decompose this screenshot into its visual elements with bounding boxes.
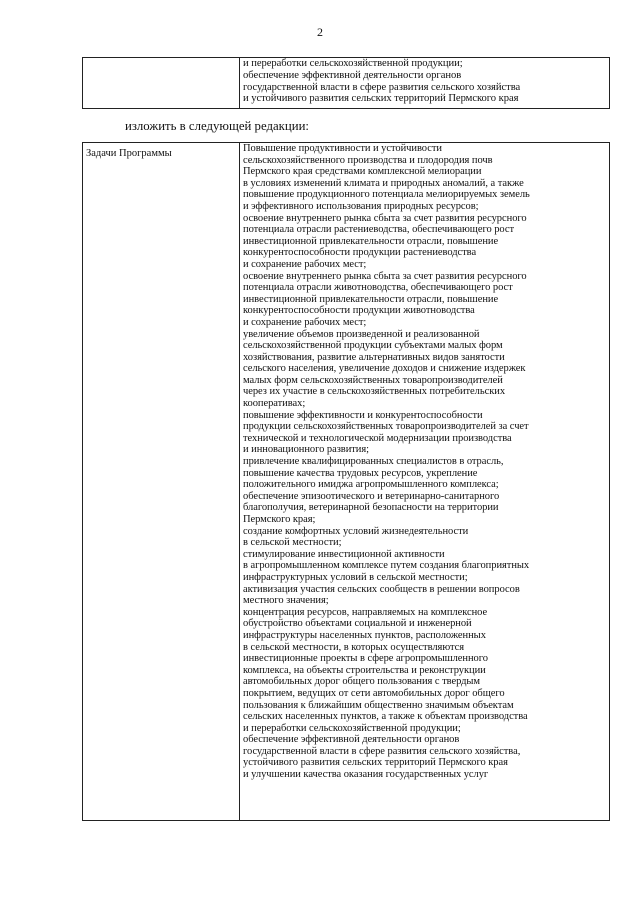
text-line: устойчивого развития сельских территорий Пермского края xyxy=(243,757,508,769)
text-line: потенциала отрасли растениеводства, обеспечивающего рост xyxy=(243,224,515,236)
text-line: обустройство объектами социальной и инженерной xyxy=(243,618,472,630)
text-line: Повышение продуктивности и устойчивости xyxy=(243,143,442,154)
text-line: обеспечение эпизоотического и ветеринарно-санитарного xyxy=(243,490,500,502)
text-line: инфраструктурных условий в сельской местности; xyxy=(243,571,468,583)
text-line: и улучшении качества оказания государственных услуг xyxy=(243,769,489,781)
text-line: активизация участия сельских сообществ в решении вопросов xyxy=(243,583,520,595)
text-line: малых форм сельскохозяйственных товаропроизводителей xyxy=(243,374,503,386)
main-table-label-cell xyxy=(83,143,240,821)
text-line: сельских населенных пунктов, а также к объектам производства xyxy=(243,711,528,723)
text-line: государственной власти в сфере развития сельского хозяйства, xyxy=(243,745,521,757)
text-line: сельского населения, увеличение доходов и снижение издержек xyxy=(243,363,526,375)
text-line: и сохранение рабочих мест; xyxy=(243,258,367,270)
text-line: повышение качества трудовых ресурсов, укрепление xyxy=(243,467,478,479)
text-line: увеличение объемов произведенной и реализованной xyxy=(243,328,480,340)
program-tasks-text xyxy=(243,143,606,781)
text-line: конкурентоспособности продукции растениеводства xyxy=(243,247,477,259)
text-line: продукции сельскохозяйственных товаропроизводителей за счет xyxy=(243,421,529,433)
text-line: потенциала отрасли животноводства, обеспечивающего рост xyxy=(243,282,513,294)
text-line: покрытием, ведущих от сети автомобильных дорог общего xyxy=(243,687,505,699)
text-line: комплекса, на объекты строительства и реконструкции xyxy=(243,664,486,676)
text-line: Пермского края средствами комплексной мелиорации xyxy=(243,166,482,178)
top-table-content-cell xyxy=(240,58,610,109)
text-line: повышение эффективности и конкурентоспособности xyxy=(243,409,483,421)
text-line: технической и технологической модернизации производства xyxy=(243,432,512,444)
text-line: хозяйствования, развитие альтернативных видов занятости xyxy=(243,351,505,363)
text-line: кооперативах; xyxy=(243,398,306,410)
page-number: 2 xyxy=(317,25,323,39)
text-line: инвестиционной привлекательности отрасли, повышение xyxy=(243,235,499,247)
top-table-text xyxy=(243,58,606,105)
text-line: освоение внутреннего рынка сбыта за счет развития ресурсного xyxy=(243,270,527,282)
text-line: через их участие в сельскохозяйственных потребительских xyxy=(243,386,506,398)
text-line: обеспечение эффективной деятельности органов xyxy=(243,69,462,81)
main-table-content-cell xyxy=(240,143,610,821)
text-line: повышение продукционного потенциала мелиорируемых земель xyxy=(243,189,530,201)
text-line: благополучия, ветеринарной безопасности на территории xyxy=(243,502,499,514)
instruction-text: изложить в следующей редакции: xyxy=(125,119,309,133)
table-row xyxy=(83,143,610,821)
text-line: в агропромышленном комплексе путем создания благоприятных xyxy=(243,560,530,572)
text-line: обеспечение эффективной деятельности органов xyxy=(243,734,460,746)
text-line: Пермского края; xyxy=(243,514,316,525)
text-line: инвестиционной привлекательности отрасли, повышение xyxy=(243,293,499,305)
top-table-label-cell xyxy=(83,58,240,109)
text-line: инфраструктуры населенных пунктов, расположенных xyxy=(243,629,486,641)
text-line: стимулирование инвестиционной активности xyxy=(243,548,445,560)
text-line: и устойчивого развития сельских территорий Пермского края xyxy=(243,93,519,105)
text-line: концентрация ресурсов, направляемых на комплексное xyxy=(243,606,488,618)
text-line: и сохранение рабочих мест; xyxy=(243,316,367,328)
text-line: конкурентоспособности продукции животноводства xyxy=(243,305,475,317)
text-line: государственной власти в сфере развития сельского хозяйства xyxy=(243,81,521,93)
text-line: и эффективного использования природных ресурсов; xyxy=(243,200,479,212)
program-tasks-table xyxy=(82,142,610,821)
text-line: в условиях изменений климата и природных аномалий, а также xyxy=(243,177,524,189)
text-line: освоение внутреннего рынка сбыта за счет развития ресурсного xyxy=(243,212,527,224)
text-line: пользования к ближайшим общественно значимым объектам xyxy=(243,699,514,711)
table-row xyxy=(83,58,610,109)
previous-text-table xyxy=(82,57,610,109)
text-line: и переработки сельскохозяйственной продукции; xyxy=(243,58,463,69)
program-tasks-label: Задачи Программы xyxy=(86,148,172,159)
text-line: инвестиционные проекты в сфере агропромышленного xyxy=(243,653,488,665)
text-line: сельскохозяйственного производства и плодородия почв xyxy=(243,154,493,166)
text-line: сельскохозяйственной продукции субъектами малых форм xyxy=(243,340,503,352)
text-line: положительного имиджа агропромышленного комплекса; xyxy=(243,479,499,491)
text-line: местного значения; xyxy=(243,595,329,607)
text-line: автомобильных дорог общего пользования с твердым xyxy=(243,676,481,688)
text-line: и переработки сельскохозяйственной продукции; xyxy=(243,722,461,734)
text-line: создание комфортных условий жизнедеятельности xyxy=(243,525,469,537)
text-line: в сельской местности; xyxy=(243,537,342,549)
text-line: в сельской местности, в которых осуществляются xyxy=(243,641,465,653)
text-line: и инновационного развития; xyxy=(243,444,370,456)
text-line: привлечение квалифицированных специалистов в отрасль, xyxy=(243,456,504,468)
